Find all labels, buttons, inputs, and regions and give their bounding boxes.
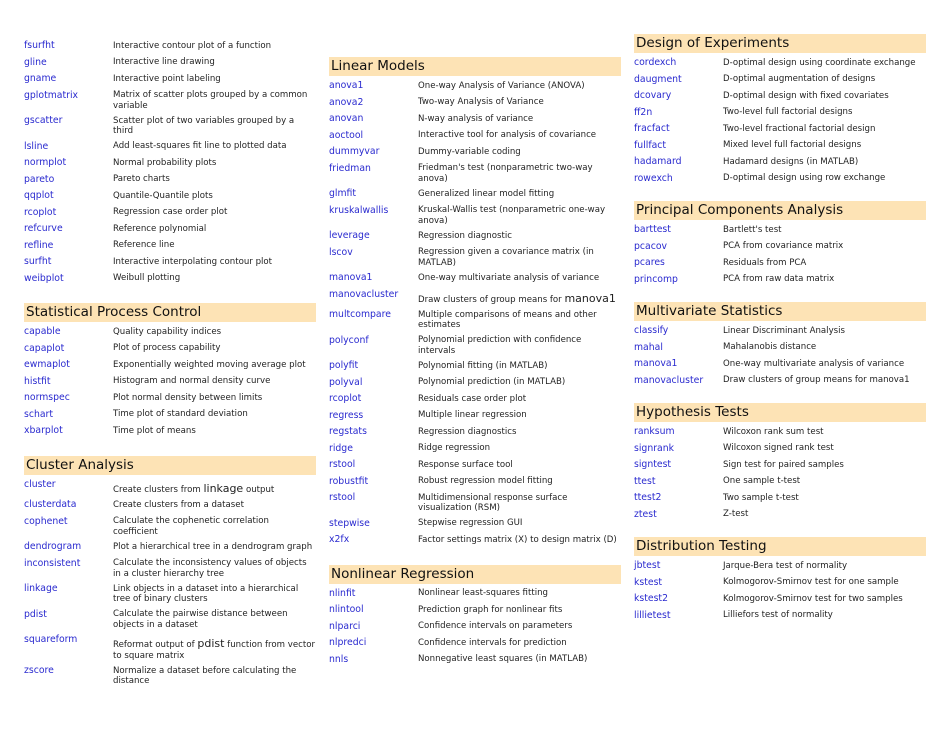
function-link[interactable]: manova1 [634, 358, 678, 369]
function-link[interactable]: surfht [24, 256, 52, 267]
function-description: Multiple linear regression [418, 410, 527, 420]
function-link[interactable]: regress [329, 409, 364, 421]
function-row [24, 72, 316, 86]
function-link[interactable]: anova2 [329, 96, 364, 108]
section-header: Distribution Testing [634, 537, 926, 556]
function-link[interactable]: rcoplot [24, 206, 57, 218]
function-link[interactable]: jbtest [634, 560, 661, 571]
function-link[interactable]: gscatter [24, 115, 63, 126]
function-link[interactable]: anovan [329, 113, 364, 124]
function-link[interactable]: ttest2 [634, 492, 662, 503]
function-description: Friedman's test (nonparametric two-way anova) [418, 163, 593, 184]
function-list [634, 223, 926, 286]
function-list [329, 587, 621, 667]
function-description: Two-way Analysis of Variance [418, 97, 544, 107]
function-row [329, 112, 621, 126]
function-link[interactable]: friedman [329, 162, 371, 174]
section-hypothesis-tests [634, 403, 926, 521]
function-description: Prediction graph for nonlinear fits [418, 604, 563, 615]
function-description: Robust regression model fitting [418, 476, 553, 486]
function-link[interactable]: rcoplot [329, 393, 362, 404]
function-row [329, 475, 621, 489]
function-description: Regression diagnostic [418, 230, 512, 241]
function-row [329, 425, 621, 439]
function-link[interactable]: glmfit [329, 188, 357, 199]
function-link[interactable]: ridge [329, 442, 353, 454]
function-description: Interactive tool for analysis of covariance [418, 130, 597, 140]
inline-code-term: pdist [197, 637, 225, 650]
function-description: Lilliefors test of normality [723, 610, 833, 620]
function-row [329, 620, 621, 634]
function-description: Exponentially weighted moving average plot [113, 359, 306, 370]
column-2 [329, 57, 621, 669]
function-description: PCA from raw data matrix [723, 274, 835, 284]
function-row [634, 273, 926, 287]
function-link[interactable]: refline [24, 239, 54, 251]
function-description: Two-level full factorial designs [723, 107, 853, 117]
function-link[interactable]: pareto [24, 173, 55, 185]
function-description: Wilcoxon signed rank test [723, 443, 834, 453]
section-principal-components-analysis [634, 201, 926, 286]
function-link[interactable]: mahal [634, 341, 663, 353]
function-row [24, 540, 316, 554]
function-description: Bartlett's test [723, 224, 782, 235]
function-row [634, 172, 926, 186]
function-row [24, 89, 316, 112]
function-row [329, 334, 621, 357]
function-row [24, 325, 316, 339]
function-description: Regression given a covariance matrix (in MATLAB) [418, 247, 594, 268]
function-link[interactable]: lscov [329, 246, 353, 258]
function-link[interactable]: xbarplot [24, 425, 63, 436]
function-list [24, 39, 316, 285]
function-link[interactable]: signtest [634, 459, 672, 470]
function-row [24, 358, 316, 372]
function-row [24, 239, 316, 253]
function-description: D-optimal design with fixed covariates [723, 90, 889, 101]
function-link[interactable]: pcacov [634, 240, 668, 252]
function-link[interactable]: signrank [634, 442, 675, 454]
function-row [329, 129, 621, 143]
function-description: Nonlinear least-squares fitting [418, 588, 548, 598]
function-description: Z-test [723, 509, 749, 519]
function-row [329, 442, 621, 456]
inline-code-term: linkage [203, 481, 244, 495]
function-link[interactable]: hadamard [634, 156, 682, 167]
description-text: output [243, 484, 275, 495]
function-row [329, 603, 621, 617]
section-header: Cluster Analysis [24, 456, 316, 475]
function-description: Nonnegative least squares (in MATLAB) [418, 654, 588, 664]
section-design-of-experiments [634, 34, 926, 185]
function-link[interactable]: capaplot [24, 342, 65, 354]
function-row [24, 608, 316, 631]
function-description: Jarque-Bera test of normality [723, 560, 848, 571]
function-link[interactable]: zscore [24, 665, 54, 676]
function-row [329, 517, 621, 531]
function-row [24, 56, 316, 70]
function-row [24, 633, 316, 661]
function-description: Confidence intervals on parameters [418, 621, 573, 631]
function-link[interactable]: nnls [329, 653, 349, 665]
function-row [634, 106, 926, 120]
function-row [329, 636, 621, 650]
function-row [634, 458, 926, 472]
function-link[interactable]: kstest [634, 576, 663, 588]
function-description: D-optimal design using coordinate exchange [723, 57, 916, 68]
function-link[interactable]: regstats [329, 426, 367, 437]
function-description: Kolmogorov-Smirnov test for one sample [723, 577, 899, 587]
function-link[interactable]: rowexch [634, 172, 673, 184]
function-row [329, 409, 621, 423]
function-row [634, 324, 926, 338]
function-link[interactable]: lsline [24, 140, 49, 152]
function-row [329, 491, 621, 514]
function-row [24, 391, 316, 405]
function-description: Hadamard designs (in MATLAB) [723, 156, 859, 167]
function-link[interactable]: kruskalwallis [329, 204, 389, 216]
function-row [329, 359, 621, 373]
function-row [24, 206, 316, 220]
function-description: Plot of process capability [113, 343, 221, 353]
function-link[interactable]: robustfit [329, 475, 369, 487]
function-row [24, 515, 316, 538]
function-list [634, 56, 926, 185]
function-description [113, 633, 316, 661]
function-link[interactable]: schart [24, 408, 54, 420]
function-row [634, 56, 926, 70]
function-description: Two-level fractional factorial design [723, 123, 876, 134]
function-row [24, 140, 316, 154]
function-description: One sample t-test [723, 476, 801, 486]
function-link[interactable]: aoctool [329, 129, 364, 141]
function-row [24, 272, 316, 286]
function-description: D-optimal design using row exchange [723, 173, 886, 183]
function-row [329, 392, 621, 406]
function-description: Interactive point labeling [113, 73, 221, 84]
function-link[interactable]: gname [24, 73, 57, 84]
function-description: Mahalanobis distance [723, 342, 817, 352]
function-link[interactable]: qqplot [24, 190, 54, 201]
function-description: Polynomial prediction (in MATLAB) [418, 377, 566, 387]
function-list [329, 79, 621, 547]
function-list [634, 559, 926, 622]
description-text: Reformat output of [113, 640, 198, 650]
function-row [329, 162, 621, 185]
function-link[interactable]: manovacluster [329, 288, 399, 300]
function-description: Quality capability indices [113, 326, 222, 337]
description-text: Draw clusters of group means for [418, 294, 565, 305]
function-link[interactable]: stepwise [329, 517, 370, 529]
function-link[interactable]: lillietest [634, 609, 671, 621]
function-link[interactable]: nlintool [329, 604, 364, 615]
function-link[interactable]: anova1 [329, 80, 364, 91]
function-link[interactable]: nlinfit [329, 587, 356, 599]
function-description: Kruskal-Wallis test (nonparametric one-way anova) [418, 205, 606, 226]
column-3 [634, 34, 926, 625]
function-row [634, 442, 926, 456]
function-row [634, 609, 926, 623]
function-description: Matrix of scatter plots grouped by a common variable [113, 90, 308, 111]
function-link[interactable]: ttest [634, 475, 656, 487]
function-description: Time plot of standard deviation [113, 409, 248, 419]
function-row [24, 408, 316, 422]
function-link[interactable]: ztest [634, 508, 657, 520]
function-row [634, 576, 926, 590]
function-description: Multidimensional response surface visualization (RSM) [418, 492, 568, 513]
function-row [634, 374, 926, 388]
section-statistical-process-control [24, 303, 316, 438]
function-description: Plot normal density between limits [113, 392, 263, 403]
function-description: Regression diagnostics [418, 426, 517, 437]
inline-code-term: manova1 [564, 291, 616, 305]
function-description: Confidence intervals for prediction [418, 637, 567, 648]
function-description: D-optimal augmentation of designs [723, 74, 876, 84]
function-link[interactable]: dcovary [634, 90, 672, 101]
function-link[interactable]: inconsistent [24, 557, 81, 569]
section-distribution-testing [634, 537, 926, 622]
function-description: Time plot of means [113, 425, 196, 436]
function-row [24, 582, 316, 605]
function-row [634, 73, 926, 87]
function-description: Interactive line drawing [113, 57, 215, 67]
function-description: PCA from covariance matrix [723, 241, 844, 251]
section-cluster-analysis [24, 456, 316, 687]
function-row [24, 39, 316, 53]
function-link[interactable]: leverage [329, 230, 370, 241]
function-link[interactable]: multcompare [329, 309, 391, 320]
function-row [329, 653, 621, 667]
function-link[interactable]: cluster [24, 478, 56, 490]
function-description: Weibull plotting [113, 273, 181, 283]
function-description: N-way analysis of variance [418, 113, 534, 124]
function-link[interactable]: gplotmatrix [24, 89, 79, 101]
section-header: Hypothesis Tests [634, 403, 926, 422]
function-link[interactable]: clusterdata [24, 499, 77, 510]
function-description: Reference polynomial [113, 223, 207, 234]
function-description: Create clusters from a dataset [113, 499, 244, 510]
function-description: Generalized linear model fitting [418, 188, 555, 199]
function-link[interactable]: refcurve [24, 223, 63, 234]
function-row [634, 256, 926, 270]
function-description: One-way multivariate analysis of variance [723, 358, 905, 369]
section-plotting [24, 39, 316, 285]
function-row [24, 255, 316, 269]
function-link[interactable]: x2fx [329, 534, 350, 545]
function-description [113, 478, 316, 496]
function-description: Polynomial fitting (in MATLAB) [418, 360, 548, 371]
function-link[interactable]: cordexch [634, 57, 677, 68]
function-row [24, 156, 316, 170]
section-nonlinear-regression [329, 565, 621, 667]
function-link[interactable]: rstool [329, 459, 356, 470]
function-description: Link objects in a dataset into a hierarchical tree of binary clusters [113, 583, 299, 604]
function-row [634, 89, 926, 103]
function-description: Histogram and normal density curve [113, 376, 271, 386]
function-description: Scatter plot of two variables grouped by a third [113, 115, 295, 136]
function-row [634, 357, 926, 371]
function-row [24, 114, 316, 137]
function-link[interactable]: weibplot [24, 272, 64, 284]
function-row [634, 425, 926, 439]
function-description: Plot a hierarchical tree in a dendrogram graph [113, 541, 313, 552]
function-row [634, 223, 926, 237]
function-description: One-way multivariate analysis of variance [418, 272, 600, 283]
function-list [634, 324, 926, 387]
function-description: Dummy-variable coding [418, 146, 521, 157]
function-row [634, 240, 926, 254]
function-row [24, 424, 316, 438]
function-description: Residuals case order plot [418, 393, 527, 404]
section-header: Multivariate Statistics [634, 302, 926, 321]
description-text: function from vector to square matrix [113, 640, 316, 661]
function-link[interactable]: fsurfht [24, 40, 55, 51]
function-row [329, 96, 621, 110]
function-row [634, 592, 926, 606]
function-link[interactable]: manovacluster [634, 374, 704, 386]
function-row [634, 155, 926, 169]
function-row [24, 189, 316, 203]
function-description: One-way Analysis of Variance (ANOVA) [418, 80, 585, 91]
function-description: Calculate the pairwise distance between objects in a dataset [113, 609, 288, 630]
function-description: Normal probability plots [113, 157, 217, 168]
function-row [24, 173, 316, 187]
function-link[interactable]: kstest2 [634, 593, 668, 604]
function-row [634, 559, 926, 573]
function-description: Add least-squares fit line to plotted data [113, 141, 287, 151]
function-description: Quantile-Quantile plots [113, 190, 213, 201]
function-description: Two sample t-test [723, 492, 799, 503]
function-link[interactable]: nlparci [329, 620, 361, 632]
function-link[interactable]: daugment [634, 73, 682, 85]
function-description: Pareto charts [113, 174, 170, 184]
section-header: Principal Components Analysis [634, 201, 926, 220]
function-link[interactable]: squareform [24, 634, 78, 645]
function-description: Calculate the inconsistency values of objects in a cluster hierarchy tree [113, 558, 307, 579]
function-row [329, 271, 621, 285]
function-row [634, 139, 926, 153]
function-link[interactable]: fullfact [634, 139, 667, 151]
function-link[interactable]: princomp [634, 273, 678, 285]
function-description: Polynomial prediction with confidence intervals [418, 335, 582, 356]
function-link[interactable]: pcares [634, 257, 665, 268]
function-description: Wilcoxon rank sum test [723, 426, 824, 437]
function-row [329, 145, 621, 159]
function-description: Multiple comparisons of means and other estimates [418, 309, 597, 330]
function-description: Stepwise regression GUI [418, 518, 523, 528]
function-description: Regression case order plot [113, 207, 228, 217]
function-row [24, 478, 316, 496]
function-row [24, 557, 316, 580]
function-link[interactable]: ranksum [634, 426, 675, 437]
function-row [634, 475, 926, 489]
function-row [329, 533, 621, 547]
function-description: Factor settings matrix (X) to design matrix (D) [418, 534, 617, 545]
function-link[interactable]: dendrogram [24, 541, 82, 552]
description-text: Create clusters from [113, 484, 204, 495]
function-link[interactable]: barttest [634, 224, 671, 235]
section-header: Design of Experiments [634, 34, 926, 53]
function-list [24, 325, 316, 438]
function-link[interactable]: fracfact [634, 123, 670, 134]
section-multivariate-statistics [634, 302, 926, 387]
function-row [24, 664, 316, 687]
function-row [24, 498, 316, 512]
function-link[interactable]: normspec [24, 392, 70, 403]
function-row [634, 341, 926, 355]
function-link[interactable]: linkage [24, 583, 58, 594]
function-description: Normalize a dataset before calculating the distance [113, 665, 297, 686]
function-description: Linear Discriminant Analysis [723, 325, 845, 336]
function-description: Interactive contour plot of a function [113, 40, 272, 51]
function-row [329, 587, 621, 601]
function-link[interactable]: ewmaplot [24, 359, 70, 370]
function-link[interactable]: polyconf [329, 334, 369, 346]
function-link[interactable]: nlpredci [329, 637, 367, 648]
function-link[interactable]: rstool [329, 492, 356, 503]
function-link[interactable]: polyval [329, 376, 363, 388]
column-1 [24, 36, 316, 690]
function-link[interactable]: pdist [24, 608, 47, 620]
function-row [329, 458, 621, 472]
function-row [329, 187, 621, 201]
function-link[interactable]: ff2n [634, 106, 653, 118]
function-row [329, 288, 621, 306]
function-description: Kolmogorov-Smirnov test for two samples [723, 593, 903, 604]
function-description: Sign test for paired samples [723, 459, 844, 470]
function-link[interactable]: capable [24, 326, 61, 337]
function-row [24, 222, 316, 236]
function-row [634, 508, 926, 522]
function-link[interactable]: polyfit [329, 360, 359, 371]
function-row [24, 342, 316, 356]
function-description: Reference line [113, 240, 175, 250]
function-description: Calculate the cophenetic correlation coefficient [113, 516, 269, 537]
section-header: Linear Models [329, 57, 621, 76]
function-description: Response surface tool [418, 459, 513, 470]
function-description [418, 288, 621, 306]
function-link[interactable]: histfit [24, 375, 51, 387]
section-header: Nonlinear Regression [329, 565, 621, 584]
function-row [329, 246, 621, 269]
section-linear-models [329, 57, 621, 547]
function-row [329, 308, 621, 331]
function-link[interactable]: classify [634, 325, 669, 336]
function-link[interactable]: gline [24, 56, 47, 68]
function-description: Draw clusters of group means for manova1 [723, 375, 910, 385]
function-row [329, 79, 621, 93]
function-list [634, 425, 926, 521]
function-description: Residuals from PCA [723, 257, 807, 268]
function-link[interactable]: normplot [24, 157, 67, 168]
function-description: Mixed level full factorial designs [723, 140, 862, 150]
function-row [329, 204, 621, 227]
section-header: Statistical Process Control [24, 303, 316, 322]
function-link[interactable]: manova1 [329, 272, 373, 283]
function-row [634, 122, 926, 136]
function-description: Interactive interpolating contour plot [113, 256, 273, 267]
function-row [634, 491, 926, 505]
function-row [329, 376, 621, 390]
function-list [24, 478, 316, 687]
function-description: Ridge regression [418, 443, 491, 453]
function-link[interactable]: dummyvar [329, 146, 380, 157]
function-row [24, 375, 316, 389]
function-row [329, 229, 621, 243]
function-link[interactable]: cophenet [24, 515, 68, 527]
